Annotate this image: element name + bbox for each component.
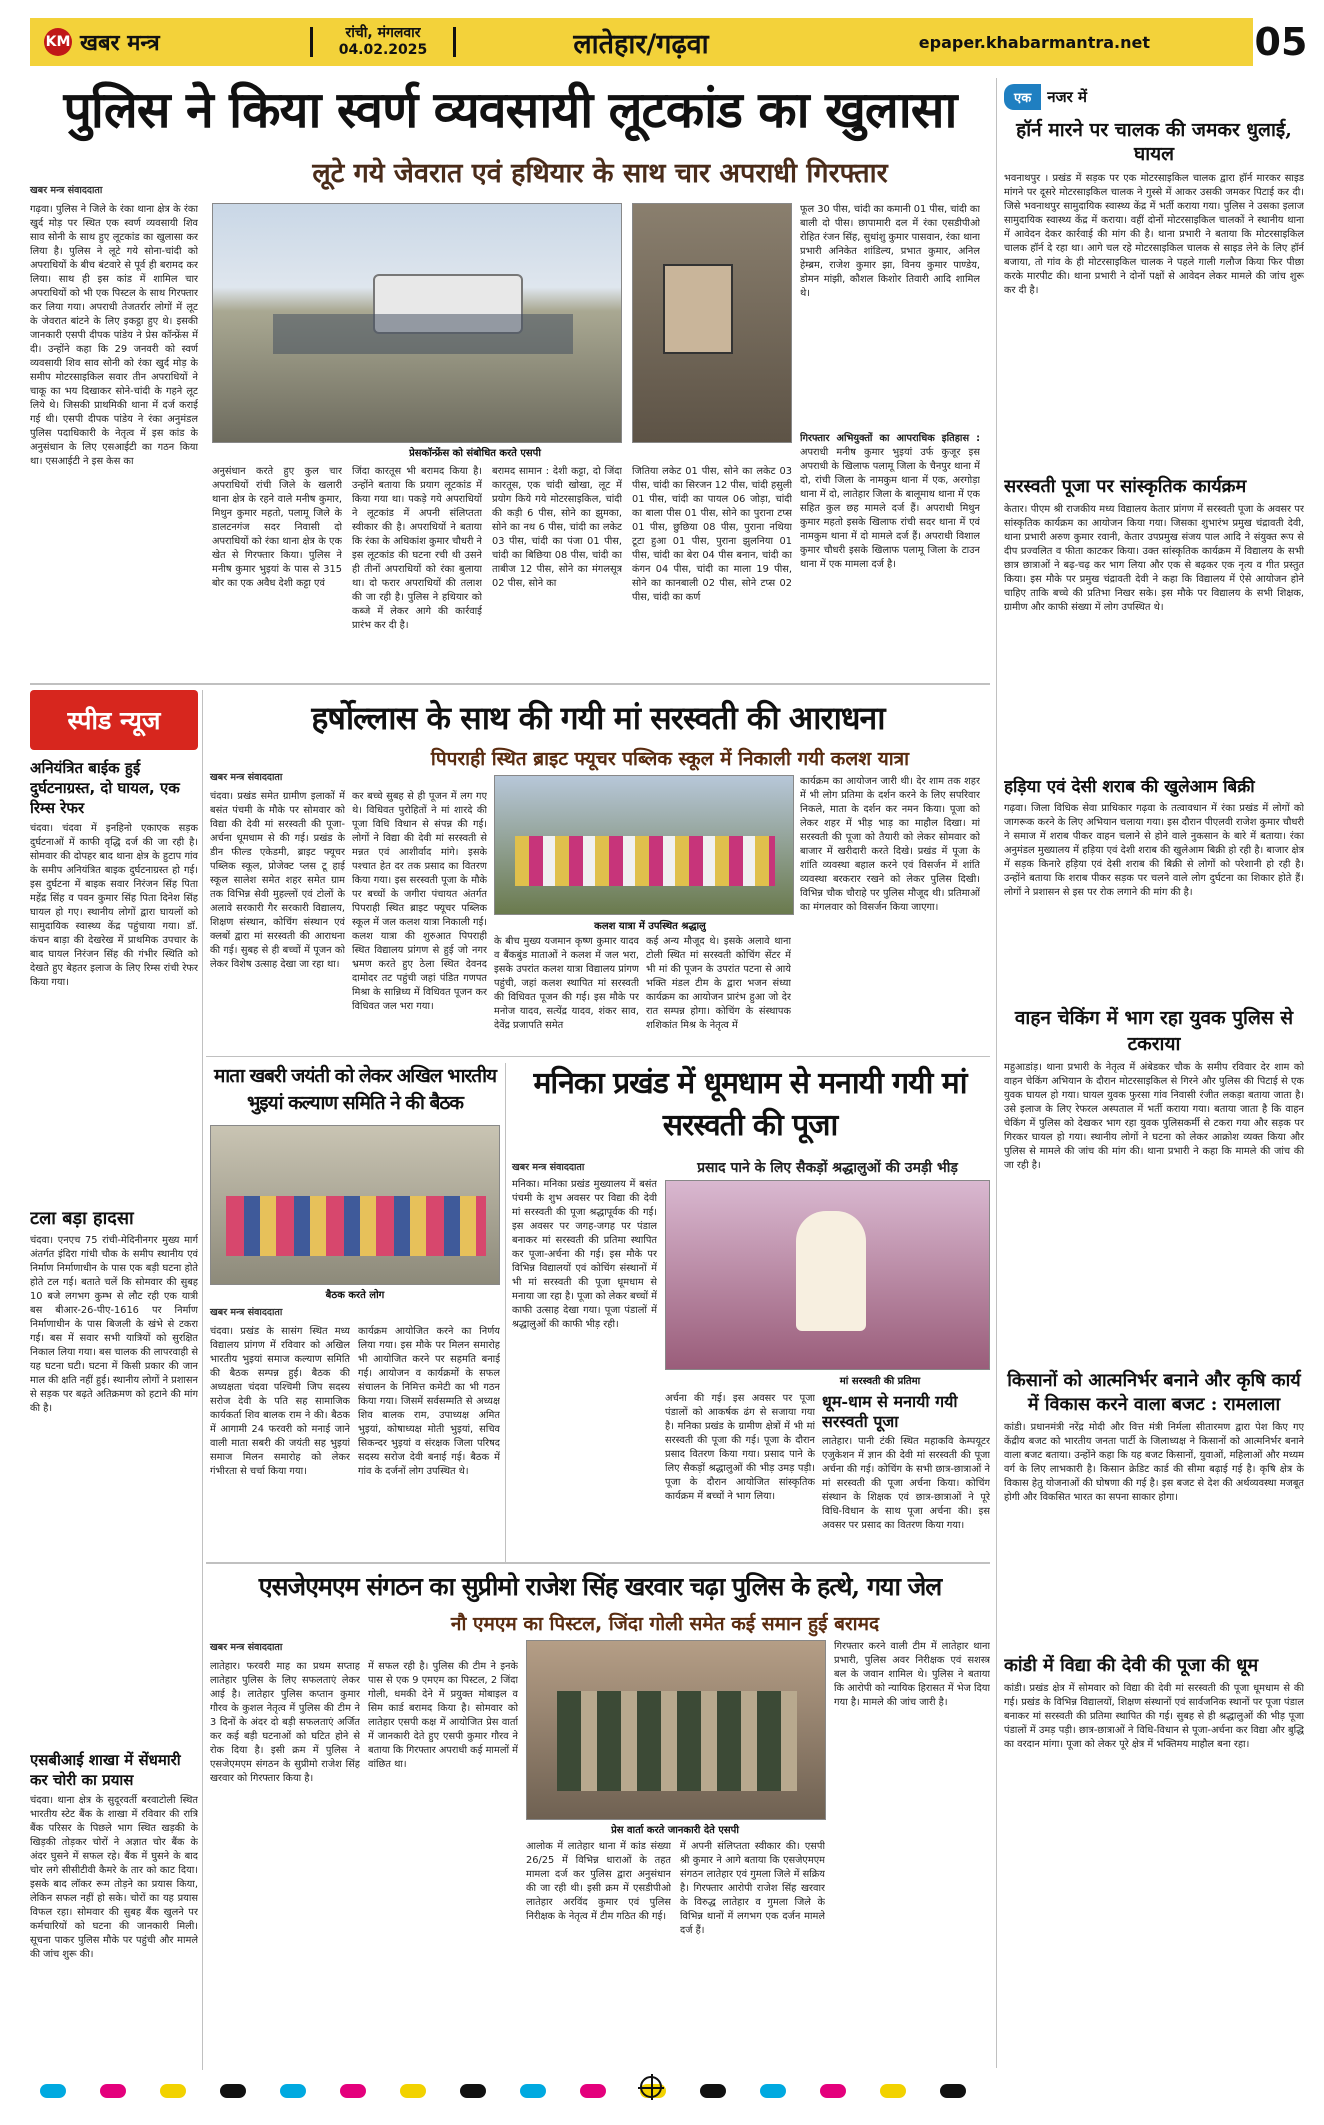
brand-name: खबर मन्त्र — [80, 31, 160, 56]
manika-byline: खबर मन्त्र संवाददाता — [512, 1162, 585, 1173]
manika-box-headline[interactable]: धूम-धाम से मनायी गयी सरस्वती पूजा — [822, 1392, 958, 1431]
saraswati-col-1: चंदवा। प्रखंड समेत ग्रामीण इलाकों में बसंत पंचमी के मौके पर सोमवार को विद्या की देवी मां सरस्वती की पूजा-अर्चना धूमधाम से की गई। प्रखंड के डीन फील्ड एकेडमी, ब्राइट फ्यूचर पब्लिक स्कूल, प्रोजेक्ट प्लस टू हाई स्कूल सालेश समेत शहर समेत ग्राम तक विभिन्न सेवी मुहल्लों एवं टोलों के अलावे सरकारी गैर सरकारी विद्यालय, शिक्षण संस्थान, कोचिंग संस्थान एवं क्लबों द्वारा मां सरस्वती की आराधना की गई। सुबह से ही बच्चों में पूजन को लेकर विशेष उत्साह देखा जा रहा था। — [210, 791, 345, 970]
lead-col-3: जिंदा कारतूस भी बरामद किया है। उन्होंने बताया कि प्रयाग लूटकांड में किया गया था। पकड़े गये अपराधियों ने लूटकांड में अपनी संलिप्तता स्वीकार की है। अपराधियों ने बताया कि रंका के अधिकांश कुमार चौधरी ने इस लूटकांड की घटना रची थी उसने ही तीनों अपराधियों को रंका बुलाया था। दो फरार अपराधियों की तलाश की जा रही है। पुलिस ने हथियार को कब्जे में लेकर आगे की कार्रवाई प्रारंभ कर दी है। — [352, 466, 482, 631]
right-body-5: कांडी। प्रधानमंत्री नरेंद्र मोदी और वित्त मंत्री निर्मला सीतारमण द्वारा पेश किए गए केंद्रीय बजट को भारतीय जनता पार्टी के जिलाध्यक्ष ने किसानों को आत्मनिर्भर बनाने वाला बजट बताया। उन्होंने कहा कि यह बजट किसानों, युवाओं, महिलाओं और मध्यम वर्ग के लिए लाभकारी है। किसान क्रेडिट कार्ड की सीमा बढ़ाई गई है। कृषि क्षेत्र के विकास हेतु योजनाओं की घोषणा की गई है। इस बजट से देश की अर्थव्यवस्था मजबूत होगी और विकसित भारत का सपना साकार होगा। — [1004, 1422, 1304, 1503]
meeting-crowd-shape — [226, 1196, 486, 1256]
color-swatch — [280, 2084, 306, 2098]
brand-logo[interactable] — [30, 27, 310, 57]
color-swatch — [40, 2084, 66, 2098]
divider — [996, 78, 997, 2068]
saraswati-col-4: कार्यक्रम का आयोजन जारी थी। देर शाम तक शहर में भी लोग प्रतिमा के दर्शन करने के लिए सपरिवार निकले, माता के दर्शन कर नमन किया। पूजा को लेकर शहर में भीड़ भाड़ का माहौल दिखा। मां सरस्वती की पूजा को तैयारी को लेकर सोमवार को बाजार में खरीदारी करते दिखे। प्रखंड में पूजा के शांति व्यवस्था बहाल करने एवं विसर्जन में शांति व्यवस्था बरकरार रखने को लेकर पुलिस दिखी। विभिन्न चौक चौराहे पर पुलिस मौजूद थी। प्रतिमाओं का मंगलवार को विसर्जन किया जाएगा। — [800, 776, 980, 913]
mata-photo — [210, 1125, 500, 1285]
manika-photo — [665, 1180, 990, 1370]
right-body-2: केतार। पीएम श्री राजकीय मध्य विद्यालय केतार प्रांगण में सरस्वती पूजा के अवसर पर सांस्कृतिक कार्यक्रम का आयोजन किया गया। जिसका शुभारंभ प्रमुख चंद्रावती देवी, थाना प्रभारी अरुण कुमार रवानी, केतार उपप्रमुख संजय पाल आदि ने संयुक्त रूप से दीप प्रज्वलित व फीता काटकर किया। उक्त सांस्कृतिक कार्यक्रम में विद्यालय के सभी छात्र छात्राओं ने बढ़-चढ़ कर भाग लिया और एक से बढ़कर एक नृत्य व गीत प्रस्तुत किया। इस मौके पर प्रमुख चंद्रावती देवी ने कहा कि विद्यालय में ऐसे आयोजन होने चाहिए ताकि बच्चे की प्रतिभा निखर सके। इस मौके पर विद्यालय के सभी शिक्षक, ग्रामीण और काफी संख्या में लोग उपस्थित थे। — [1004, 504, 1304, 613]
lead-col-7-body: अपराधी मनीष कुमार भुइयां उर्फ कुजूर इस अपराधी के खिलाफ पलामू जिला के चैनपुर थाना में दो, रांची जिला के नामकुम थाना में एक, अरगोड़ा थाना में दो, लातेहार जिला के बालूमाथ थाना में एक सहित कुल छह मामले दर्ज हैं। अपराधी मिथुन कुमार महतो इसके खिलाफ रांची सदर थाना में एवं नामकुम थाना में दो मामले दर्ज हैं। अपराधी विशाल कुमार चौधरी इसके खिलाफ पलामू जिला के टाउन थाना में एक मामला दर्ज है। — [800, 447, 980, 570]
color-swatch — [880, 2084, 906, 2098]
date: 04.02.2025 — [338, 42, 428, 58]
manika-col-2: अर्चना की गई। इस अवसर पर पूजा पंडालों को आकर्षक ढंग से सजाया गया है। मनिका प्रखंड के ग्रामीण क्षेत्रों में भी मां सरस्वती की पूजा की गई। पूजा के दौरान प्रसाद वितरण किया गया। प्रसाद पाने के लिए सैकड़ों श्रद्धालुओं की भीड़ उमड़ पड़ी। पूजा के दौरान आयोजित सांस्कृतिक कार्यक्रम में बच्चों ने भाग लिया। — [665, 1393, 815, 1502]
sjmm-col-2: में सफल रही है। पुलिस की टीम ने इनके पास से एक 9 एमएम का पिस्टल, 2 जिंदा गोली, धमकी देने में प्रयुक्त मोबाइल व सिम कार्ड बरामद किया है। सोमवार को लातेहार एसपी कक्ष में आयोजित प्रेस वार्ता में जानकारी देते हुए एसपी कुमार गौरव ने बताया कि गिरफ्तार अपराधी कई मामलों में वांछित था। — [368, 1661, 518, 1770]
sjmm-subhead: नौ एमएम का पिस्टल, जिंदा गोली समेत कई समान हुई बरामद — [450, 1613, 880, 1635]
right-body-1: भवनाथपुर । प्रखंड में सड़क पर एक मोटरसाइकिल चालक द्वारा हॉर्न मारकर साइड मांगने पर दूसरे मोटरसाइकिल चालक ने गुस्से में आकर उसकी जमकर पिटाई कर दी। जिसे भवनाथपुर सामुदायिक स्वास्थ्य केंद्र में भर्ती कराया गया। पुलिस ने उसका इलाज सामुदायिक स्वास्थ्य केंद्र में कराया। वहीं दोनों मोटरसाइकिल चालकों ने स्थानीय थाना में आवेदन देकर कार्रवाई की मांग की है। थाना प्रभारी ने बताया कि मोटरसाइकिल चालक हॉर्न दे रहा था। आगे चल रहे मोटरसाइकिल चालक से साइड लेने के लिए हॉर्न बजाया, तो गांव के ही मोटरसाइकिल चालक ने पहले गाली गलौज किया फिर पीछा करके मारपीट की। थाना प्रभारी ने दोनों पक्षों से आवेदन लेकर मामले की जांच शुरू कर दी है। — [1004, 173, 1304, 296]
lead-col-7-head: गिरफ्तार अभियुक्तों का आपराधिक इतिहास : — [800, 433, 980, 444]
manika-col-1: मनिका। मनिका प्रखंड मुख्यालय में बसंत पंचमी के शुभ अवसर पर विद्या की देवी मां सरस्वती की पूजा श्रद्धापूर्वक की गई। इस अवसर पर जगह-जगह पर पंडाल बनाकर मां सरस्वती की प्रतिमा स्थापित कर पूजा-अर्चना की गई। इस मौके पर विभिन्न विद्यालयों एवं कोचिंग संस्थानों में भी मां सरस्वती की पूजा धूमधाम से मनाया जा रहा है। पूजा को लेकर बच्चों में काफी उत्साह देखा गया। पूजा पंडालों में श्रद्धालुओं की काफी भीड़ रही। — [512, 1179, 657, 1330]
procession-shape — [515, 836, 775, 886]
speed-news-headline-3[interactable]: एसबीआई शाखा में सेंधमारी कर चोरी का प्रयास — [30, 1751, 181, 1789]
tag-part-2: नजर में — [1047, 88, 1087, 106]
right-headline-3[interactable]: हड़िया एवं देसी शराब की खुलेआम बिक्री — [1004, 777, 1255, 797]
sjmm-headline[interactable]: एसजेएमएम संगठन का सुप्रीमो राजेश सिंह खरवार चढ़ा पुलिस के हत्थे, गया जेल — [258, 1572, 942, 1601]
color-swatch — [340, 2084, 366, 2098]
color-swatch — [520, 2084, 546, 2098]
sjmm-byline: खबर मन्त्र संवाददाता — [210, 1642, 283, 1653]
saraswati-col-3: के बीच मुख्य यजमान कृष्ण कुमार यादव व बैंकबुंड माताओं ने कलश में जल भरा, इसके उपरांत कलश यात्रा विद्यालय प्रांगण पहुंची, जहां कलश स्थापित मां सरस्वती की विधिवत पूजन की गई। इस मौके पर मनोज यादव, सत्येंद्र यादव, शंकर साव, देवेंद्र प्रजापति समेत — [494, 936, 639, 1031]
mata-photo-caption: बैठक करते लोग — [300, 1287, 410, 1301]
right-headline-6[interactable]: कांडी में विद्या की देवी की पूजा की धूम — [1004, 1655, 1259, 1676]
section-title: लातेहार/गढ़वा — [573, 28, 709, 60]
divider — [202, 690, 203, 2070]
manika-subhead: प्रसाद पाने के लिए सैकड़ों श्रद्धालुओं की उमड़ी भीड़ — [697, 1160, 958, 1176]
speed-news-column — [30, 758, 198, 2068]
mata-col-2: कार्यक्रम आयोजित करने का निर्णय लिया गया। इस मौके पर मिलन समारोह भी आयोजित करने पर सहमति बनाई गई। आयोजन व कार्यक्रमों के सफल संचालन के निमित्त कमेटी का भी गठन किया गया। जिसमें सर्वसम्मति से अध्यक्ष शिव बालक राम, उपाध्यक्ष अमित भुइयां, कोषाध्यक्ष मोती भुइयां, सचिव सिकन्दर भुइयां व संरक्षक जिला परिषद सदस्य सरोज देवी बनाई गई। बैठक में गांव के दर्जनों लोग उपस्थित थे। — [358, 1326, 500, 1477]
right-headline-2[interactable]: सरस्वती पूजा पर सांस्कृतिक कार्यक्रम — [1004, 476, 1247, 497]
color-swatch — [820, 2084, 846, 2098]
lead-col-4: बरामद सामान : देशी कट्टा, दो जिंदा कारतूस, एक चांदी खोखा, लूट में प्रयोग किये गये मोटरसाइकिल, चांदी की कड़ी 6 पीस, सोने का झुमका, सोने का नथ 6 पीस, चांदी का लकेट 03 पीस, चांदी का पंजा 01 पीस, चांदी का बिछिया 08 पीस, चांदी का ताबीज 12 पीस, सोने का मंगलसूत्र 02 पीस, सोने का — [492, 466, 622, 589]
lead-col-7 — [800, 432, 980, 675]
speed-news-headline-2[interactable]: टला बड़ा हादसा — [30, 1208, 134, 1229]
city: रांची, मंगलवार — [345, 25, 421, 41]
manika-headline[interactable]: मनिका प्रखंड में धूमधाम से मनायी गयी मां सरस्वती की पूजा — [533, 1066, 967, 1143]
sjmm-photo — [526, 1640, 826, 1820]
color-swatch — [760, 2084, 786, 2098]
mata-col-1: चंदवा। प्रखंड के सासंग स्थित मध्य विद्यालय प्रांगण में रविवार को अखिल भारतीय भुइयां समाज कल्याण समिति की बैठक सम्पन्न हुई। बैठक की अध्यक्षता चंदवा पश्चिमी जिप सदस्य सरोज देवी के पति सह सामाजिक कार्यकर्ता शिव बालक राम ने की। बैठक में आगामी 24 फरवरी को मनाई जाने वाली माता सबरी की जयंती सह भुइयां समाज मिलन समारोह को लेकर गंभीरता से चर्चा किया गया। — [210, 1326, 350, 1477]
color-swatch — [580, 2084, 606, 2098]
right-column — [1004, 118, 1304, 2073]
mata-byline: खबर मन्त्र संवाददाता — [210, 1307, 283, 1318]
lead-photo-caption: प्रेसकॉन्फ्रेंस को संबोधित करते एसपी — [340, 445, 610, 459]
right-headline-4[interactable]: वाहन चेकिंग में भाग रहा युवक पुलिस से टकराया — [1014, 1007, 1294, 1055]
idol-shape — [796, 1211, 866, 1331]
saraswati-photo — [494, 775, 794, 915]
lead-subhead: लूटे गये जेवरात एवं हथियार के साथ चार अपराधी गिरफ्तार — [312, 158, 888, 189]
speed-news-body-3: चंदवा। थाना क्षेत्र के सुदूरवर्ती बरवाटोली स्थित भारतीय स्टेट बैंक के शाखा में रविवार की रात्रि बैंक परिसर के पिछले भाग स्थित खड़की के खिड़की तोड़कर चोरों ने अज्ञात चोर बैंक के अंदर घुसने में सफल रहे। बैंक में घुसने के बाद चोर लगे सीसीटीवी कैमरे के तार को काट दिया। इसके बाद लॉकर रूम तोड़ने का प्रयास किया, लेकिन सफल नहीं हो सके। चोरों का यह प्रयास विफल रहा। सोमवार की सुबह बैंक खुलने पर कर्मचारियों को घटना की जानकारी मिली। सूचना पाकर पुलिस मौके पर पहुंची और मामले की जांच शुरू की। — [30, 1795, 198, 1960]
divider — [30, 683, 990, 685]
saraswati-photo-caption: कलश यात्रा में उपस्थित श्रद्धालु — [550, 918, 750, 932]
lead-photo-2 — [632, 203, 792, 443]
sjmm-col-1: लातेहार। फरवरी माह का प्रथम सप्ताह लातेहार पुलिस के लिए सफलताएं लेकर आई है। लातेहार पुलिस कप्तान कुमार गौरव के कुशल नेतृत्व में पुलिस की टीम ने 3 दिनों के अंदर दो बड़ी सफलताएं अर्जित कर कई बड़ी घटनाओं को घटित होने से रोक दिया है। इसी क्रम में पुलिस ने एसजेएमएम संगठन के सुप्रीमो राजेश सिंह खरवार को गिरफ्तार किया है। — [210, 1661, 360, 1784]
tag-part-1: एक — [1004, 84, 1041, 110]
right-body-6: कांडी। प्रखंड क्षेत्र में सोमवार को विद्या की देवी मां सरस्वती की पूजा धूमधाम से की गई। प्रखंड के विभिन्न विद्यालयों, शिक्षण संस्थानों एवं सार्वजनिक स्थानों पर पूजा पंडाल बनाकर मां सरस्वती की प्रतिमा स्थापित की गई। सुबह से ही श्रद्धालुओं की भीड़ पूजा पंडालों में उमड़ पड़ी। छात्र-छात्राओं ने विधि-विधान से पूजा-अर्चना कर विद्या और बुद्धि का वरदान मांगा। पूजा को लेकर पूरे क्षेत्र में भक्तिमय माहौल बना रहा। — [1004, 1683, 1304, 1750]
dateline — [313, 25, 453, 59]
masthead — [30, 18, 1308, 66]
manika-box-body: लातेहार। पानी टंकी स्थित महाकवि केम्पयूटर एजुकेशन में ज्ञान की देवी मां सरस्वती की पूजा अर्चना की गई। कोचिंग के सभी छात्र-छात्राओं ने मां सरस्वती की पूजा अर्चना किया। कोचिंग संस्थान के शिक्षक एवं छात्र-छात्राओं ने पूरे विधि-विधान के साथ पूजा अर्चना की। इस अवसर पर प्रसाद का वितरण किया गया। — [822, 1436, 990, 1531]
saraswati-headline[interactable]: हर्षोल्लास के साथ की गयी मां सरस्वती की आराधना — [311, 699, 885, 737]
saraswati-byline: खबर मन्त्र संवाददाता — [210, 772, 283, 783]
lead-headline[interactable]: पुलिस ने किया स्वर्ण व्यवसायी लूटकांड का खुलासा — [63, 80, 957, 139]
speed-news-tag: स्पीड न्यूज — [30, 690, 198, 750]
speed-news-headline-1[interactable]: अनियंत्रित बाईक हुई दुर्घटनाग्रस्त, दो घायल, एक रिम्स रेफर — [30, 759, 180, 817]
sjmm-photo-caption: प्रेस वार्ता करते जानकारी देते एसपी — [560, 1822, 790, 1836]
lead-col-5: जितिया लकेट 01 पीस, सोने का लकेट 03 पीस, चांदी का सिरजन 12 पीस, चांदी हसुली 01 पीस, चांदी का पायल 06 जोड़ा, चांदी का बाला पीस 01 पीस, सोने का पुराना टप्स 01 पीस, छुछिया 08 पीस, पुराना नथिया टूटा हुआ 01 पीस, पुराना झुलनिया 01 पीस, चांदी का बेरा 04 पीस बनान, चांदी का कंगन 04 पीस, चांदी का माला 19 पीस, सोने का कानबाली 02 पीस, सोने टप्स 02 पीस, चांदी का कर्ण — [632, 466, 792, 603]
right-headline-5[interactable]: किसानों को आत्मनिर्भर बनाने और कृषि कार्य में विकास करने वाला बजट : रामलाला — [1007, 1370, 1301, 1415]
right-body-4: महुआडांड़। थाना प्रभारी के नेतृत्व में अंबेडकर चौक के समीप रविवार देर शाम को वाहन चेकिंग अभियान के दौरान मोटरसाइकिल से गिरने और पुलिस की पिटाई से एक युवक घायल हो गया। घायल युवक फुरसा गांव निवासी रंजीत लकड़ा बताया जाता है। उसे इलाज के लिए रेफरल अस्पताल में भर्ती कराया गया। बताया जाता है कि वाहन चेकिंग में पुलिस को देखकर भाग रहा युवक पुलिसकर्मी से टकरा गया और सड़क पर गिरकर घायल हो गया। स्थानीय लोगों ने घटना को लेकर आक्रोश व्यक्त किया और पुलिस से मामले की जांच की मांग की। थाना प्रभारी ने कहा कि मामले की जांच की जा रही है। — [1004, 1062, 1304, 1171]
epaper-link[interactable]: epaper.khabarmantra.net — [918, 32, 1150, 52]
registration-mark-icon — [640, 2076, 662, 2098]
lead-col-6: फूल 30 पीस, चांदी का कमानी 01 पीस, चांदी का बाली दो पीस। छापामारी दल में रंका एसडीपीओ रोहित रंजन सिंह, सुधांशु कुमार पासवान, रंका थाना प्रभारी अनिकेत शांडिल्य, प्रभात कुमार, अनिल हेम्ब्रम, राजेश कुमार झा, विनय कुमार पाण्डेय, डोमन मांझी, कौशल किशोर तिवारी आदि शामिल थे। — [800, 204, 980, 299]
color-swatch — [100, 2084, 126, 2098]
sjmm-col-5: गिरफ्तार करने वाली टीम में लातेहार थाना प्रभारी, पुलिस अवर निरीक्षक एवं सशस्त्र बल के जवान शामिल थे। पुलिस ने बताया कि आरोपी को न्यायिक हिरासत में भेज दिया गया है। मामले की जांच जारी है। — [834, 1641, 990, 1708]
color-swatch — [940, 2084, 966, 2098]
page-number: 05 — [1253, 14, 1309, 70]
ek-nazar-tag — [1004, 84, 1304, 110]
saraswati-col-3b: कई अन्य मौजूद थे। इसके अलावे थाना टोली स्थित मां सरस्वती कोचिंग सेंटर में भी मां की पूजन के उपरांत पटना से आये भक्ति मंडल टीम के द्वारा भजन संध्या कार्यक्रम का आयोजन प्रारंभ हुआ जो देर रात सम्पन्न होगा। कोचिंग के संस्थापक शशिकांत मिश्र के नेतृत्व में — [646, 936, 791, 1031]
sjmm-col-3: आलोक में लातेहार थाना में कांड संख्या 26/25 में विभिन्न धाराओं के तहत मामला दर्ज कर पुलिस द्वारा अनुसंधान की जा रही थी। इसी क्रम में एसडीपीओ लातेहार अरविंद कुमार एवं पुलिस निरीक्षक के नेतृत्व में टीम गठित की गई। — [526, 1841, 671, 1922]
color-swatch — [220, 2084, 246, 2098]
lead-col-1: गढ़वा। पुलिस ने जिले के रंका थाना क्षेत्र के रंका खुर्द मोड़ पर स्थित एक स्वर्ण व्यवसायी शिव साव सोनी के साथ हुए लूटकांड का खुलासा कर लिया है। पुलिस ने लूटे गये सोना-चांदी को अपराधियों के बीच बंटवारे से पूर्व ही बरामद कर लिया। साथ ही इस कांड में शामिल चार अपराधियों को भी एक पिस्टल के साथ गिरफ्तार कर लिया गया। अपराधी तेजतर्रार लोगों में लूट के जेवरात बांटने के लिए इकट्ठा हुए थे। इसकी जानकारी एसपी दीपक पांडेय ने प्रेस कॉन्फ्रेंस में दी। उन्होंने कहा कि 29 जनवरी को स्वर्ण व्यवसायी शिव साव सोनी को रंका खुर्द मोड़ के समीप मोटरसाइकिल सवार तीन अपराधियों ने चाकू का भय दिखाकर सोने-चांदी के गहने लूट लिये थे। जिसकी प्राथमिकी थाना में दर्ज कराई गई थी। एसपी दीपक पांडेय ने रंका अनुमंडल पुलिस पदाधिकारी के नेतृत्व में इस कांड के अनुसंधान के लिए एसआईटी का गठन किया था। एसआईटी ने इस केस का — [30, 204, 198, 467]
divider — [505, 1063, 506, 1563]
lead-photo — [212, 203, 622, 443]
color-swatch — [160, 2084, 186, 2098]
speed-news-body-1: चंदवा। चंदवा में इनहिनो एकाएक सड़क दुर्घटनाओं में काफी वृद्धि दर्ज की जा रही है। सोमवार की दोपहर बाद थाना क्षेत्र के हुटाप गांव के समीप अनियंत्रित बाइक दुर्घटनाग्रस्त हो गई। इस दुर्घटना में बाइक सवार निरंजन सिंह पिता महेंद्र सिंह व पवन कुमार सिंह पिता दिनेश सिंह घायल हो गए। स्थानीय लोगों द्वारा घायलों को सामुदायिक स्वास्थ्य केंद्र पहुंचाया गया। डॉ. कंचन बाड़ा की देखरेख में प्राथमिक उपचार के बाद घायल निरंजन सिंह की गंभीर स्थिति को देखते हुए बेहतर इलाज के लिए रिम्स रांची रेफर किया गया। — [30, 823, 198, 988]
logo-mark-icon: KM — [44, 28, 72, 56]
mata-headline[interactable]: माता खबरी जयंती को लेकर अखिल भारतीय भुइयां कल्याण समिति ने की बैठक — [213, 1065, 497, 1114]
color-swatch — [400, 2084, 426, 2098]
color-registration-bar — [40, 2080, 1290, 2102]
saraswati-col-2: कर बच्चे सुबह से ही पूजन में लग गए थे। विधिवत पुरोहितों ने मां शारदे की पूजा विधि विधान से संपन्न की गई। लोगों ने विद्या की देवी मां सरस्वती से मन्नत एवं आशीर्वाद मांगे। इसके पश्चात हेत दर तक प्रसाद का वितरण किया गया। इस सरस्वती पूजा के मौके पर बच्चों के जगीरा पंचायत अंतर्गत पिपराही स्थित ब्राइट फ्यूचर पब्लिक स्कूल में जल कलश यात्रा निकाली गई। कलश यात्रा की शुरुआत पिपराही स्थित विद्यालय प्रांगण से हुई जो नगर भ्रमण करते हुए ठेला स्थित देवनद दामोदर तट पहुंची जहां पंडित गणपत मिश्रा के सान्निध्य में विधिवत पूजन कर विधिवत जल भरा गया। — [352, 791, 487, 1012]
right-headline-1[interactable]: हॉर्न मारने पर चालक की जमकर धुलाई, घायल — [1016, 119, 1292, 165]
seized-items-shape — [663, 264, 733, 354]
right-body-3: गढ़वा। जिला विधिक सेवा प्राधिकार गढ़वा के तत्वावधान में रंका प्रखंड में लोगों को जागरूक करने के लिए अभियान चलाया गया। इस दौरान पीएलवी राजेश कुमार चौधरी ने समाज में शराब पीकर वाहन चलाने से होने वाले नुकसान के बारे में बताया। रंका अनुमंडल मुख्यालय में हड़िया एवं देशी शराब की खुलेआम बिक्री हो रही है। बाजार क्षेत्र में सड़क किनारे हड़िया एवं देसी शराब की बिक्री से लोगों को परेशानी हो रही है। उन्होंने बताया कि शराब पीकर सड़क पर चलने वाले लोग दुर्घटना का शिकार होते हैं। लोगों ने प्रशासन से इस पर रोक लगाने की मांग की है। — [1004, 803, 1304, 898]
lead-byline: खबर मन्त्र संवाददाता — [30, 185, 103, 196]
lead-col-2: अनुसंधान करते हुए कुल चार अपराधियों रांची जिले के खलारी थाना क्षेत्र के रहने वाले मनीष कुमार, मिथुन कुमार महतो, पलामू जिले के डालटनगंज सदर निवासी दो अपराधियों को रंका थाना क्षेत्र के एक खेत से गिरफ्तार किया। पुलिस ने मनीष कुमार भुइयां के पास से 315 बोर का एक अवैध देशी कट्टा एवं — [212, 466, 342, 589]
sjmm-col-4: में अपनी संलिप्तता स्वीकार की। एसपी श्री कुमार ने आगे बताया कि एसजेएमएम संगठन लातेहार एवं गुमला जिले में सक्रिय है। गिरफ्तार आरोपी राजेश सिंह खरवार के विरुद्ध लातेहार व गुमला जिले के विभिन्न थानों में लगभग एक दर्जन मामले दर्ज हैं। — [680, 1841, 825, 1936]
crowd-shape — [273, 314, 573, 354]
divider — [206, 1056, 990, 1057]
saraswati-subhead: पिपराही स्थित ब्राइट फ्यूचर पब्लिक स्कूल में निकाली गयी कलश यात्रा — [430, 748, 910, 770]
police-officers-shape — [557, 1691, 797, 1791]
manika-photo-caption: मां सरस्वती की प्रतिमा — [800, 1373, 960, 1387]
divider — [206, 1562, 990, 1564]
color-swatch — [700, 2084, 726, 2098]
manika-box — [822, 1392, 990, 1558]
color-swatch — [460, 2084, 486, 2098]
speed-news-body-2: चंदवा। एनएच 75 रांची-मेदिनीनगर मुख्य मार्ग अंतर्गत इंदिरा गांधी चौक के समीप स्थानीय एवं निर्माण निर्माणाधीन के पास एक बड़ी घटना होते होते टल गई। बताते चलें कि सोमवार की सुबह 10 बजे लगभग कुम्भ से लौट रही एक यात्री बस बीआर-26-पीए-1616 पर निर्माण निर्माणाधीन के पास बिजली के खंभे से टकरा गई। बस में सवार सभी यात्रियों को सुरक्षित निकाल लिया गया। बस चालक की लापरवाही से यह घटना घटी। घटना में किसी प्रकार की जान माल की क्षति नहीं हुई। स्थानीय लोगों ने प्रशासन से सड़क पर बढ़ते अतिक्रमण को हटाने की मांग की है। — [30, 1235, 198, 1414]
